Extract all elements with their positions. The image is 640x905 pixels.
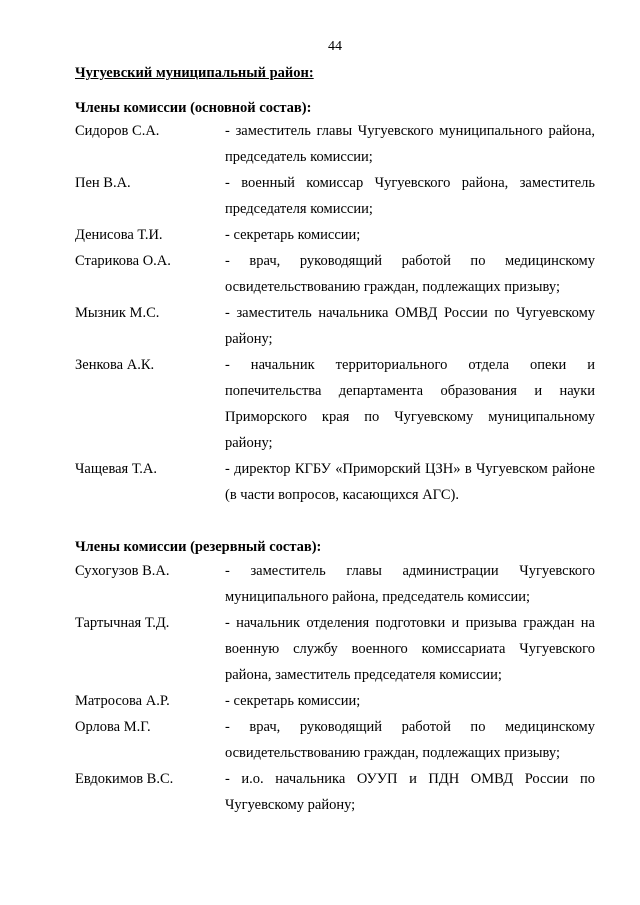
- member-role: - заместитель начальника ОМВД России по Чугуевскому району;: [225, 305, 595, 347]
- member-name: Евдокимов В.С.: [75, 771, 174, 787]
- member-row: [75, 558, 595, 610]
- member-role: - военный комиссар Чугуевского района, заместитель председателя комиссии;: [225, 175, 595, 217]
- member-name: Орлова М.Г.: [75, 719, 151, 735]
- member-role: - начальник территориального отдела опеки и попечительства департамента образования и науки Приморского края по Чугуевскому муниципальному району;: [225, 357, 595, 451]
- member-row: [75, 714, 595, 766]
- member-name: Чащевая Т.А.: [75, 461, 157, 477]
- page-number: 44: [328, 39, 342, 54]
- member-row: [75, 688, 595, 714]
- member-role: - и.о. начальника ОУУП и ПДН ОМВД России по Чугуевскому району;: [225, 771, 595, 813]
- member-name: Мызник М.С.: [75, 305, 160, 321]
- member-role: - секретарь комиссии;: [225, 227, 361, 243]
- member-row: [75, 170, 595, 222]
- member-row: [75, 352, 595, 456]
- member-role: - начальник отделения подготовки и призыва граждан на военную службу военного комиссариата Чугуевского района, заместитель председателя комиссии;: [225, 615, 595, 683]
- member-name: Старикова О.А.: [75, 253, 171, 269]
- member-name: Матросова А.Р.: [75, 693, 170, 709]
- member-name: Зенкова А.К.: [75, 357, 155, 373]
- member-name: Тартычная Т.Д.: [75, 615, 170, 631]
- member-name: Пен В.А.: [75, 175, 131, 191]
- member-role: - врач, руководящий работой по медицинскому освидетельствованию граждан, подлежащих призыву;: [225, 253, 595, 295]
- member-row: [75, 456, 595, 508]
- member-row: [75, 610, 595, 688]
- member-row: [75, 248, 595, 300]
- member-row: [75, 300, 595, 352]
- member-role: - заместитель главы администрации Чугуевского муниципального района, председатель комиссии;: [225, 563, 595, 605]
- member-row: [75, 222, 595, 248]
- member-role: - секретарь комиссии;: [225, 693, 361, 709]
- member-row: [75, 766, 595, 818]
- section-title-reserve: Члены комиссии (резервный состав):: [75, 539, 322, 555]
- member-role: - заместитель главы Чугуевского муниципального района, председатель комиссии;: [225, 123, 595, 165]
- member-name: Сидоров С.А.: [75, 123, 160, 139]
- member-role: - директор КГБУ «Приморский ЦЗН» в Чугуевском районе (в части вопросов, касающихся АГС).: [225, 461, 595, 503]
- member-name: Денисова Т.И.: [75, 227, 163, 243]
- member-list-main: [75, 118, 595, 508]
- member-name: Сухогузов В.А.: [75, 563, 170, 579]
- member-role: - врач, руководящий работой по медицинскому освидетельствованию граждан, подлежащих призыву;: [225, 719, 595, 761]
- member-list-reserve: [75, 558, 595, 818]
- section-title-main: Члены комиссии (основной состав):: [75, 100, 312, 116]
- district-title: Чугуевский муниципальный район:: [75, 65, 314, 81]
- member-row: [75, 118, 595, 170]
